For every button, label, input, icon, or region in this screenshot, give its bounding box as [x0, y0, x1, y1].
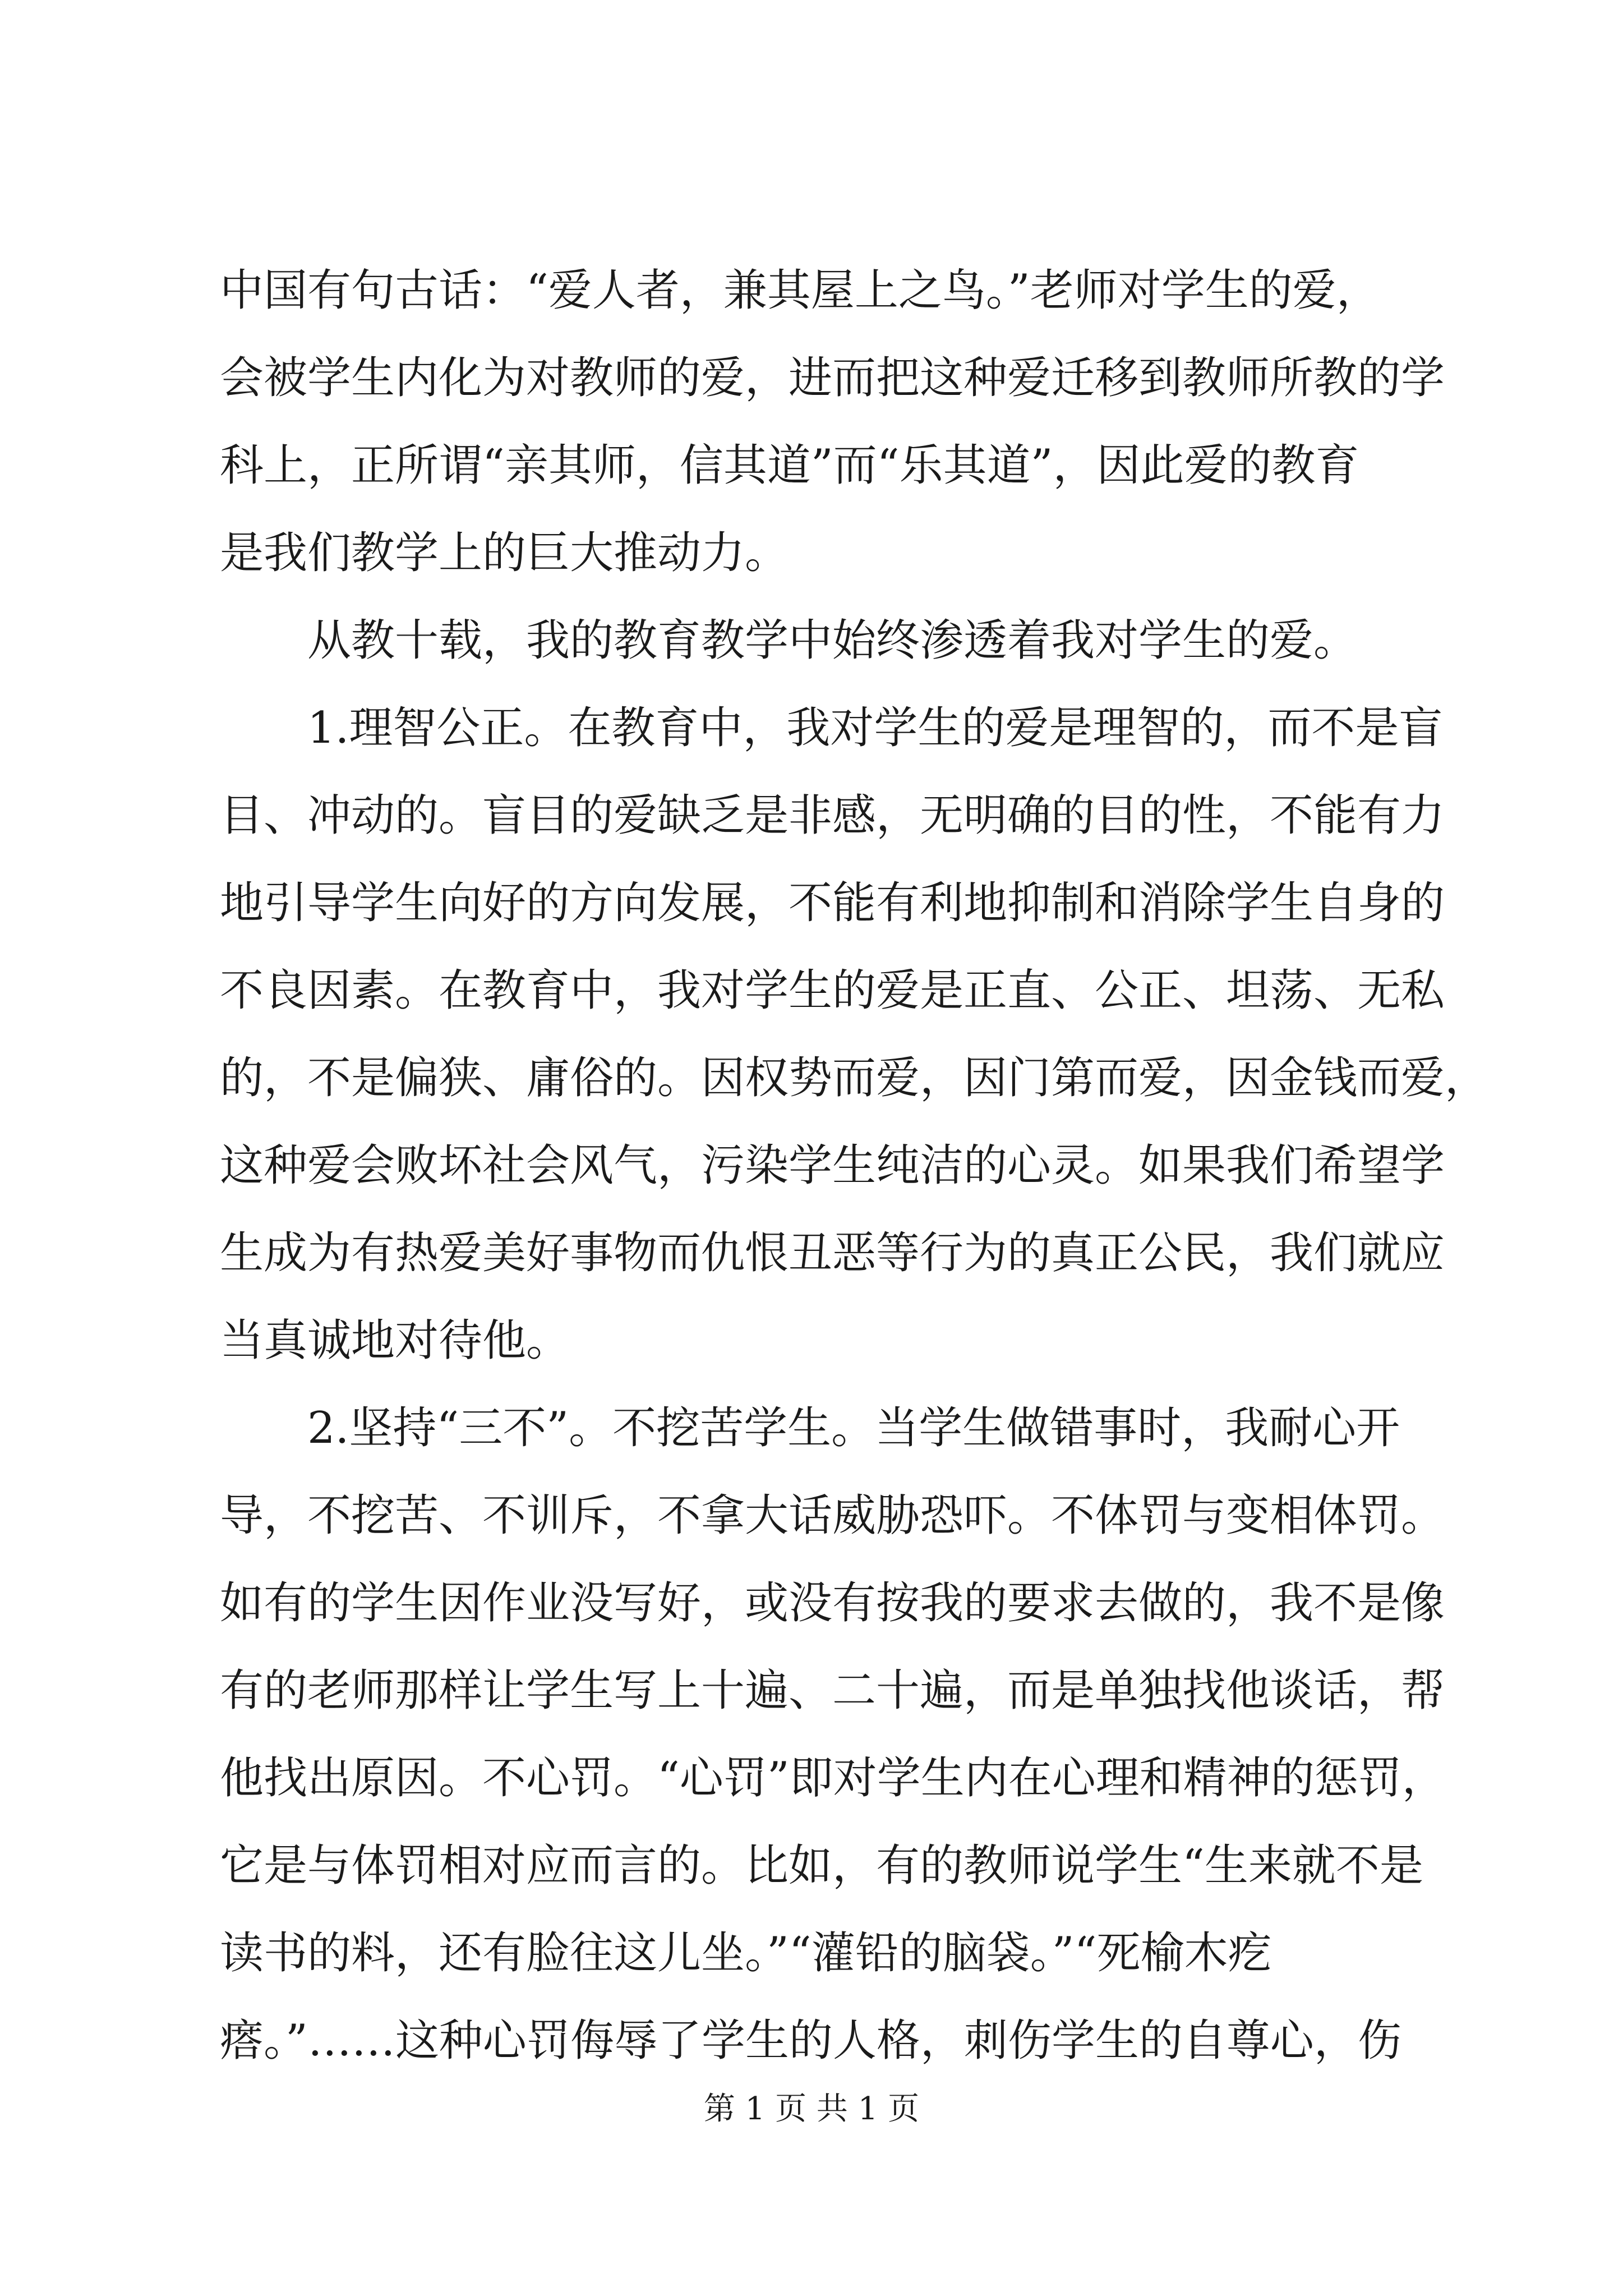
- text-line: 地引导学生向好的方向发展，不能有利地抑制和消除学生自身的: [220, 878, 1445, 928]
- text-line: 导，不挖苦、不训斥，不拿大话威胁恐吓。不体罚与变相体罚。: [220, 1490, 1445, 1541]
- text-line: 他找出原因。不心罚。“心罚”即对学生内在心理和精神的惩罚，: [220, 1753, 1446, 1803]
- text-line: 瘩。”……这种心罚侮辱了学生的人格，刺伤学生的自尊心，伤: [220, 2016, 1401, 2066]
- text-line: 如有的学生因作业没写好，或没有按我的要求去做的，我不是像: [220, 1578, 1445, 1628]
- paragraph-first-line: 从教十载，我的教育教学中始终渗透着我对学生的爱。: [307, 615, 1358, 666]
- page-footer: [0, 2090, 1623, 2129]
- text-line: 会被学生内化为对教师的爱，进而把这种爱迁移到教师所教的学: [220, 353, 1445, 403]
- text-line: 读书的料，还有脸往这儿坐。”“灌铅的脑袋。”“死榆木疙: [220, 1928, 1272, 1978]
- page-number: 第 1 页 共 1 页: [703, 2091, 920, 2127]
- text-line: 它是与体罚相对应而言的。比如，有的教师说学生“生来就不是: [220, 1841, 1423, 1891]
- text-line: 不良因素。在教育中，我对学生的爱是正直、公正、坦荡、无私: [220, 965, 1445, 1016]
- paragraph-first-line: 1.理智公正。在教育中，我对学生的爱是理智的，而不是盲: [307, 703, 1443, 753]
- text-line: 的，不是偏狭、庸俗的。因权势而爱，因门第而爱，因金钱而爱，: [220, 1053, 1489, 1103]
- text-line: 当真诚地对待他。: [220, 1315, 570, 1366]
- document-body: [220, 247, 1489, 2085]
- text-line: 这种爱会败坏社会风气，污染学生纯洁的心灵。如果我们希望学: [220, 1140, 1445, 1191]
- paragraph-first-line: 2.坚持“三不”。不挖苦学生。当学生做错事时，我耐心开: [307, 1403, 1400, 1453]
- text-line: 是我们教学上的巨大推动力。: [220, 528, 789, 578]
- text-line: 目、冲动的。盲目的爱缺乏是非感，无明确的目的性，不能有力: [220, 790, 1445, 841]
- text-line: 科上，正所谓“亲其师，信其道”而“乐其道”，因此爱的教育: [220, 440, 1359, 491]
- text-line: 有的老师那样让学生写上十遍、二十遍，而是单独找他谈话，帮: [220, 1665, 1445, 1716]
- text-line: 生成为有热爱美好事物而仇恨丑恶等行为的真正公民，我们就应: [220, 1228, 1445, 1278]
- text-line: 中国有句古话：“爱人者，兼其屋上之鸟。”老师对学生的爱，: [220, 265, 1380, 316]
